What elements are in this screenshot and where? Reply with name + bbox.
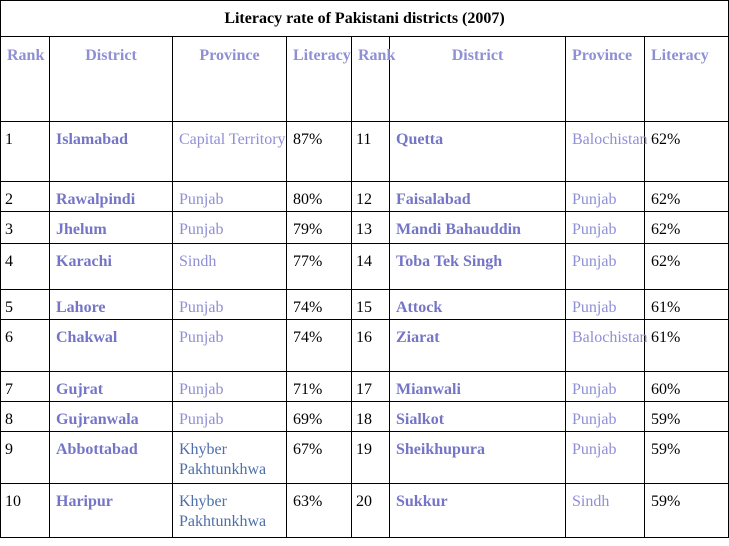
table-row xyxy=(1,320,729,372)
literacy-rate-cell: 61% xyxy=(645,290,729,320)
rank-cell: 3 xyxy=(1,212,50,244)
rank-cell: 1 xyxy=(1,122,50,182)
district-link[interactable]: Sialkot xyxy=(390,402,566,432)
province-link[interactable]: Punjab xyxy=(173,290,287,320)
table-row xyxy=(1,122,729,182)
district-link[interactable]: Abbottabad xyxy=(50,432,173,484)
province-link[interactable]: Balochistan xyxy=(566,122,645,182)
header-province-2[interactable]: Province xyxy=(566,37,645,122)
district-link[interactable]: Gujrat xyxy=(50,372,173,402)
province-link[interactable]: Balochistan xyxy=(566,320,645,372)
literacy-rate-cell: 62% xyxy=(645,212,729,244)
header-district-2[interactable]: District xyxy=(390,37,566,122)
district-link[interactable]: Gujranwala xyxy=(50,402,173,432)
province-link[interactable]: Punjab xyxy=(173,182,287,212)
district-link[interactable]: Sukkur xyxy=(390,484,566,538)
rank-cell: 20 xyxy=(352,484,390,538)
district-link[interactable]: Attock xyxy=(390,290,566,320)
province-link[interactable]: Punjab xyxy=(566,212,645,244)
district-link[interactable]: Rawalpindi xyxy=(50,182,173,212)
table-body xyxy=(1,122,729,538)
rank-cell: 16 xyxy=(352,320,390,372)
rank-cell: 5 xyxy=(1,290,50,320)
literacy-rate-cell: 77% xyxy=(287,244,352,290)
rank-cell: 9 xyxy=(1,432,50,484)
rank-cell: 19 xyxy=(352,432,390,484)
district-link[interactable]: Jhelum xyxy=(50,212,173,244)
district-link[interactable]: Lahore xyxy=(50,290,173,320)
literacy-rate-cell: 74% xyxy=(287,290,352,320)
district-link[interactable]: Toba Tek Singh xyxy=(390,244,566,290)
table-row xyxy=(1,244,729,290)
table-row xyxy=(1,212,729,244)
literacy-rate-cell: 62% xyxy=(645,182,729,212)
rank-cell: 6 xyxy=(1,320,50,372)
rank-cell: 12 xyxy=(352,182,390,212)
province-link[interactable]: Punjab xyxy=(566,244,645,290)
literacy-rate-cell: 80% xyxy=(287,182,352,212)
literacy-rate-cell: 87% xyxy=(287,122,352,182)
literacy-rate-cell: 59% xyxy=(645,432,729,484)
district-link[interactable]: Mandi Bahauddin xyxy=(390,212,566,244)
district-link[interactable]: Karachi xyxy=(50,244,173,290)
rank-cell: 10 xyxy=(1,484,50,538)
literacy-rate-cell: 59% xyxy=(645,402,729,432)
rank-cell: 15 xyxy=(352,290,390,320)
district-link[interactable]: Faisalabad xyxy=(390,182,566,212)
table-row xyxy=(1,402,729,432)
district-link[interactable]: Islamabad xyxy=(50,122,173,182)
header-district[interactable]: District xyxy=(50,37,173,122)
literacy-rate-cell: 67% xyxy=(287,432,352,484)
table-row xyxy=(1,290,729,320)
header-rank-2[interactable]: Rank xyxy=(352,37,390,122)
district-link[interactable]: Sheikhupura xyxy=(390,432,566,484)
district-link[interactable]: Haripur xyxy=(50,484,173,538)
province-link[interactable]: Capital Territory xyxy=(173,122,287,182)
rank-cell: 8 xyxy=(1,402,50,432)
table-title: Literacy rate of Pakistani districts (2007) xyxy=(1,1,729,37)
title-row xyxy=(1,1,729,37)
literacy-rate-cell: 59% xyxy=(645,484,729,538)
header-literacy[interactable]: Literacy xyxy=(287,37,352,122)
province-link[interactable]: Punjab xyxy=(173,212,287,244)
province-link[interactable]: Punjab xyxy=(566,402,645,432)
province-link[interactable]: Punjab xyxy=(566,290,645,320)
district-link[interactable]: Ziarat xyxy=(390,320,566,372)
rank-cell: 4 xyxy=(1,244,50,290)
table-row xyxy=(1,484,729,538)
rank-cell: 2 xyxy=(1,182,50,212)
rank-cell: 13 xyxy=(352,212,390,244)
table-row xyxy=(1,432,729,484)
literacy-rate-cell: 79% xyxy=(287,212,352,244)
rank-cell: 11 xyxy=(352,122,390,182)
literacy-rate-cell: 60% xyxy=(645,372,729,402)
district-link[interactable]: Quetta xyxy=(390,122,566,182)
literacy-rate-cell: 69% xyxy=(287,402,352,432)
literacy-rate-cell: 61% xyxy=(645,320,729,372)
province-link[interactable]: Punjab xyxy=(566,182,645,212)
literacy-rate-cell: 62% xyxy=(645,122,729,182)
rank-cell: 17 xyxy=(352,372,390,402)
province-link[interactable]: Sindh xyxy=(566,484,645,538)
province-link[interactable]: Punjab xyxy=(173,372,287,402)
literacy-rate-cell: 62% xyxy=(645,244,729,290)
district-link[interactable]: Chakwal xyxy=(50,320,173,372)
header-rank[interactable]: Rank xyxy=(1,37,50,122)
rank-cell: 14 xyxy=(352,244,390,290)
header-row xyxy=(1,37,729,122)
province-link[interactable]: Khyber Pakhtunkhwa xyxy=(173,432,287,484)
province-link[interactable]: Khyber Pakhtunkhwa xyxy=(173,484,287,538)
table-row xyxy=(1,182,729,212)
table-row xyxy=(1,372,729,402)
header-province[interactable]: Province xyxy=(173,37,287,122)
literacy-rate-cell: 71% xyxy=(287,372,352,402)
literacy-rate-cell: 74% xyxy=(287,320,352,372)
literacy-rate-cell: 63% xyxy=(287,484,352,538)
province-link[interactable]: Punjab xyxy=(173,402,287,432)
header-literacy-2[interactable]: Literacy xyxy=(645,37,729,122)
province-link[interactable]: Punjab xyxy=(566,432,645,484)
province-link[interactable]: Punjab xyxy=(566,372,645,402)
district-link[interactable]: Mianwali xyxy=(390,372,566,402)
province-link[interactable]: Punjab xyxy=(173,320,287,372)
rank-cell: 7 xyxy=(1,372,50,402)
rank-cell: 18 xyxy=(352,402,390,432)
province-link[interactable]: Sindh xyxy=(173,244,287,290)
